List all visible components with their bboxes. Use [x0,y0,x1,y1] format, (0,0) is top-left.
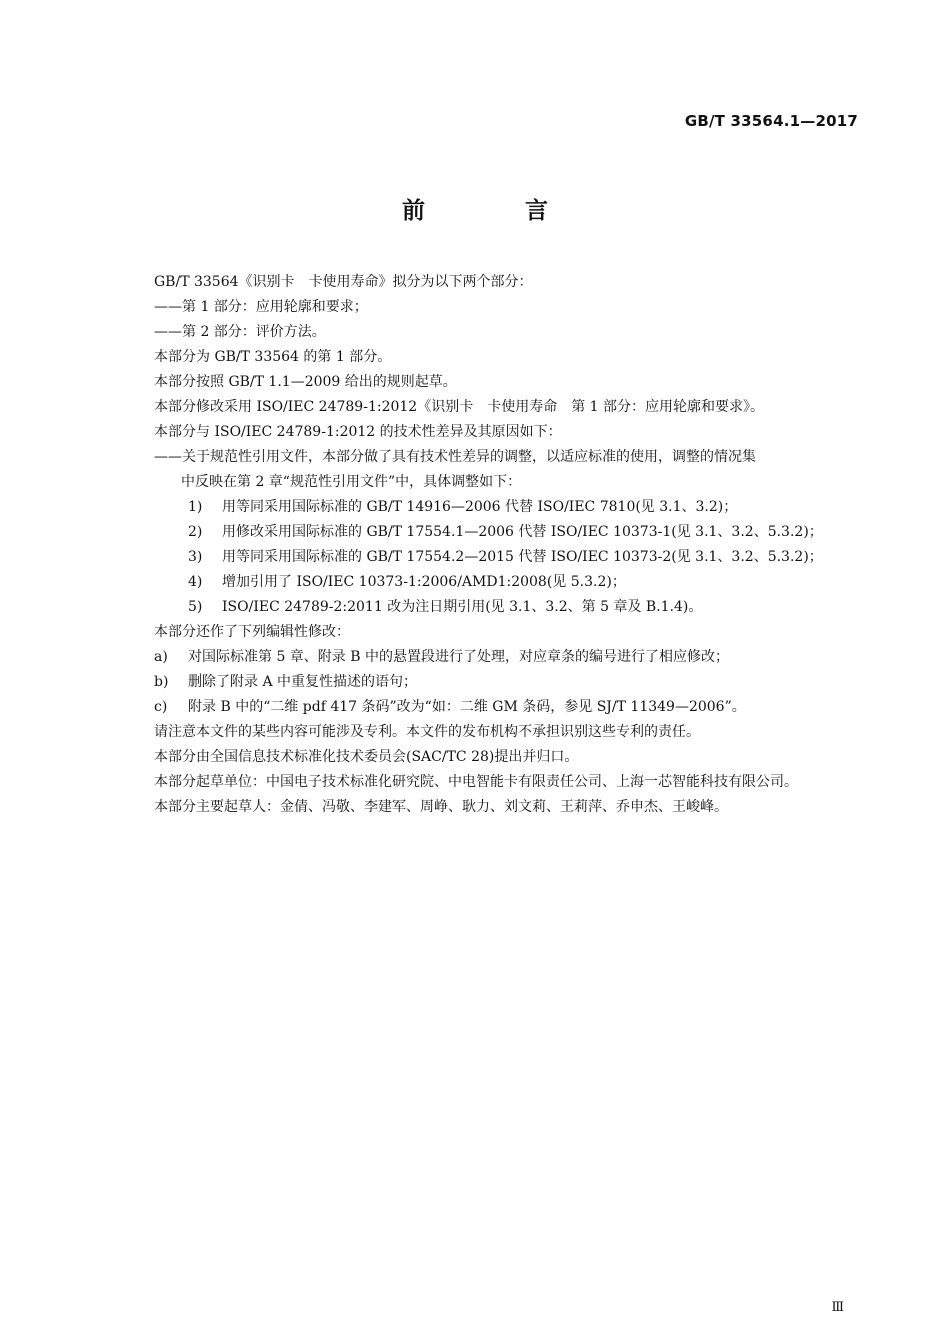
normative-refs-dash-item [120,445,860,495]
drafting-units-paragraph: 本部分起草单位：中国电子技术标准化研究院、中电智能卡有限责任公司、上海一芯智能科技有限公司。 [154,774,798,790]
page-title: 前 言 [401,198,594,224]
edit-item-text: 对国际标准第 5 章、附录 B 中的悬置段进行了处理，对应章条的编号进行了相应修改； [188,649,729,665]
normative-refs-line-2: 中反映在第 2 章“规范性引用文件”中，具体调整如下： [181,474,522,490]
ref-item-number: 3) [188,549,203,565]
adoption-paragraph: 本部分修改采用 ISO/IEC 24789-1:2012《识别卡 卡使用寿命 第 1 部分：应用轮廓和要求》。 [154,399,765,415]
edit-list-item [120,645,860,670]
ref-list-item [120,595,860,620]
edit-item-text: 删除了附录 A 中重复性描述的语句； [188,674,418,690]
ref-item-text: 用等同采用国际标准的 GB/T 17554.2—2015 代替 ISO/IEC 10373-2(见 3.1、3.2、5.3.2)； [222,549,823,565]
ref-list-item [120,495,860,520]
patent-paragraph: 请注意本文件的某些内容可能涉及专利。本文件的发布机构不承担识别这些专利的责任。 [154,724,700,740]
ref-item-text: 用等同采用国际标准的 GB/T 14916—2006 代替 ISO/IEC 7810(见 3.1、3.2)； [222,499,738,515]
ref-item-number: 1) [188,499,203,515]
ref-item-text: 增加引用了 ISO/IEC 10373-1:2006/AMD1:2008(见 5.3.2)； [222,574,626,590]
differences-paragraph: 本部分与 ISO/IEC 24789-1:2012 的技术性差异及其原因如下： [154,424,562,440]
standard-number: GB/T 33564.1—2017 [684,112,858,130]
intro-paragraph: GB/T 33564《识别卡 卡使用寿命》拟分为以下两个部分： [154,274,533,290]
page-number: Ⅲ [831,1300,844,1315]
normative-refs-line-1: ——关于规范性引用文件，本部分做了具有技术性差异的调整，以适应标准的使用，调整的情况集 [154,449,756,465]
ref-list-item [120,520,860,545]
edit-item-text: 附录 B 中的“二维 pdf 417 条码”改为“如：二维 GM 条码，参见 SJ/T 11349—2006”。 [188,699,746,715]
ref-item-number: 2) [188,524,203,540]
edit-item-letter: c) [154,699,168,715]
ref-item-number: 4) [188,574,203,590]
part-2-item: ——第 2 部分：评价方法。 [154,324,326,340]
document-body [120,270,860,820]
proposed-by-paragraph: 本部分由全国信息技术标准化技术委员会(SAC/TC 28)提出并归口。 [154,749,579,765]
ref-item-text: ISO/IEC 24789-2:2011 改为注日期引用(见 3.1、3.2、第 5 章及 B.1.4)。 [222,599,703,615]
part-1-item: ——第 1 部分：应用轮廓和要求； [154,299,368,315]
edit-item-letter: a) [154,649,168,665]
ref-item-text: 用修改采用国际标准的 GB/T 17554.1—2006 代替 ISO/IEC 10373-1(见 3.1、3.2、5.3.2)； [222,524,823,540]
ref-list-item [120,570,860,595]
drafting-rules-paragraph: 本部分按照 GB/T 1.1—2009 给出的规则起草。 [154,374,457,390]
ref-item-number: 5) [188,599,203,615]
edit-item-letter: b) [154,674,169,690]
editorial-paragraph: 本部分还作了下列编辑性修改： [154,624,350,640]
drafters-paragraph: 本部分主要起草人：金倩、冯敬、李建军、周峥、耿力、刘文莉、王莉萍、乔申杰、王峻峰。 [154,799,728,815]
edit-list-item [120,670,860,695]
ref-list-item [120,545,860,570]
edit-list-item [120,695,860,720]
this-part-paragraph: 本部分为 GB/T 33564 的第 1 部分。 [154,349,392,365]
